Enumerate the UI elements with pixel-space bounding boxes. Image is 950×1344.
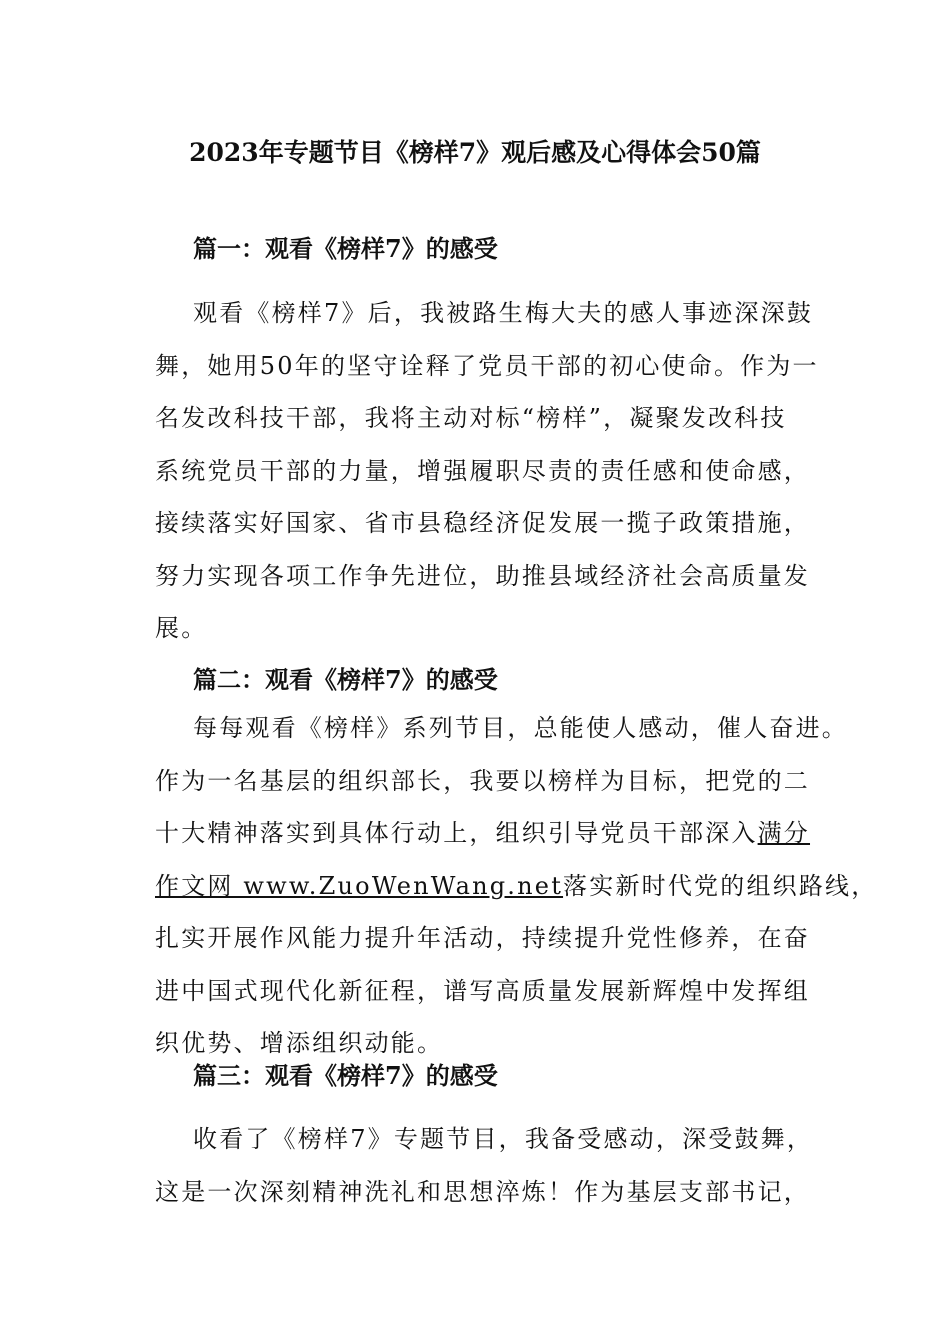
section-3-heading: 篇三：观看《榜样7》的感受 bbox=[193, 1061, 498, 1090]
paragraph-line: 每每观看《榜样》系列节目，总能使人感动，催人奋进。 bbox=[193, 714, 848, 742]
paragraph-line: 努力实现各项工作争先进位，助推县域经济社会高质量发 bbox=[155, 561, 810, 590]
paragraph-line: 舞，她用50年的坚守诠释了党员干部的初心使命。作为一 bbox=[155, 351, 819, 380]
paragraph-line: 扎实开展作风能力提升年活动，持续提升党性修养，在奋 bbox=[155, 924, 810, 952]
paragraph-line bbox=[155, 860, 878, 913]
paragraph-line: 织优势、增添组织动能。 bbox=[155, 1029, 444, 1057]
paragraph-line-text: 落实新时代党的组织路线， bbox=[563, 871, 878, 900]
paragraph-line bbox=[155, 807, 815, 860]
website-link-part2[interactable]: 作文网 www.ZuoWenWang.net bbox=[155, 871, 564, 900]
document-title: 2023年专题节目《榜样7》观后感及心得体会50篇 bbox=[189, 138, 761, 167]
paragraph-line: 系统党员干部的力量，增强履职尽责的责任感和使命感， bbox=[155, 456, 810, 485]
paragraph-line: 观看《榜样7》后，我被路生梅大夫的感人事迹深深鼓 bbox=[193, 299, 814, 327]
paragraph-line: 这是一次深刻精神洗礼和思想淬炼！作为基层支部书记， bbox=[155, 1177, 810, 1206]
paragraph-line: 作为一名基层的组织部长，我要以榜样为目标，把党的二 bbox=[155, 766, 810, 795]
paragraph-line: 进中国式现代化新征程，谱写高质量发展新辉煌中发挥组 bbox=[155, 976, 810, 1005]
section-2-heading: 篇二：观看《榜样7》的感受 bbox=[193, 665, 498, 694]
section-3-paragraph bbox=[155, 1113, 815, 1218]
paragraph-line-text: 十大精神落实到具体行动上，组织引导党员干部深入 bbox=[155, 819, 758, 847]
section-1-paragraph bbox=[155, 287, 819, 655]
paragraph-line: 名发改科技干部，我将主动对标“榜样”，凝聚发改科技 bbox=[155, 404, 787, 432]
section-2-paragraph bbox=[155, 702, 878, 1070]
paragraph-line: 展。 bbox=[155, 614, 208, 642]
website-link-part1[interactable]: 满分 bbox=[757, 819, 811, 847]
section-1-heading: 篇一：观看《榜样7》的感受 bbox=[193, 234, 498, 263]
paragraph-line: 收看了《榜样7》专题节目，我备受感动，深受鼓舞， bbox=[193, 1125, 814, 1153]
paragraph-line: 接续落实好国家、省市县稳经济促发展一揽子政策措施， bbox=[155, 509, 810, 537]
